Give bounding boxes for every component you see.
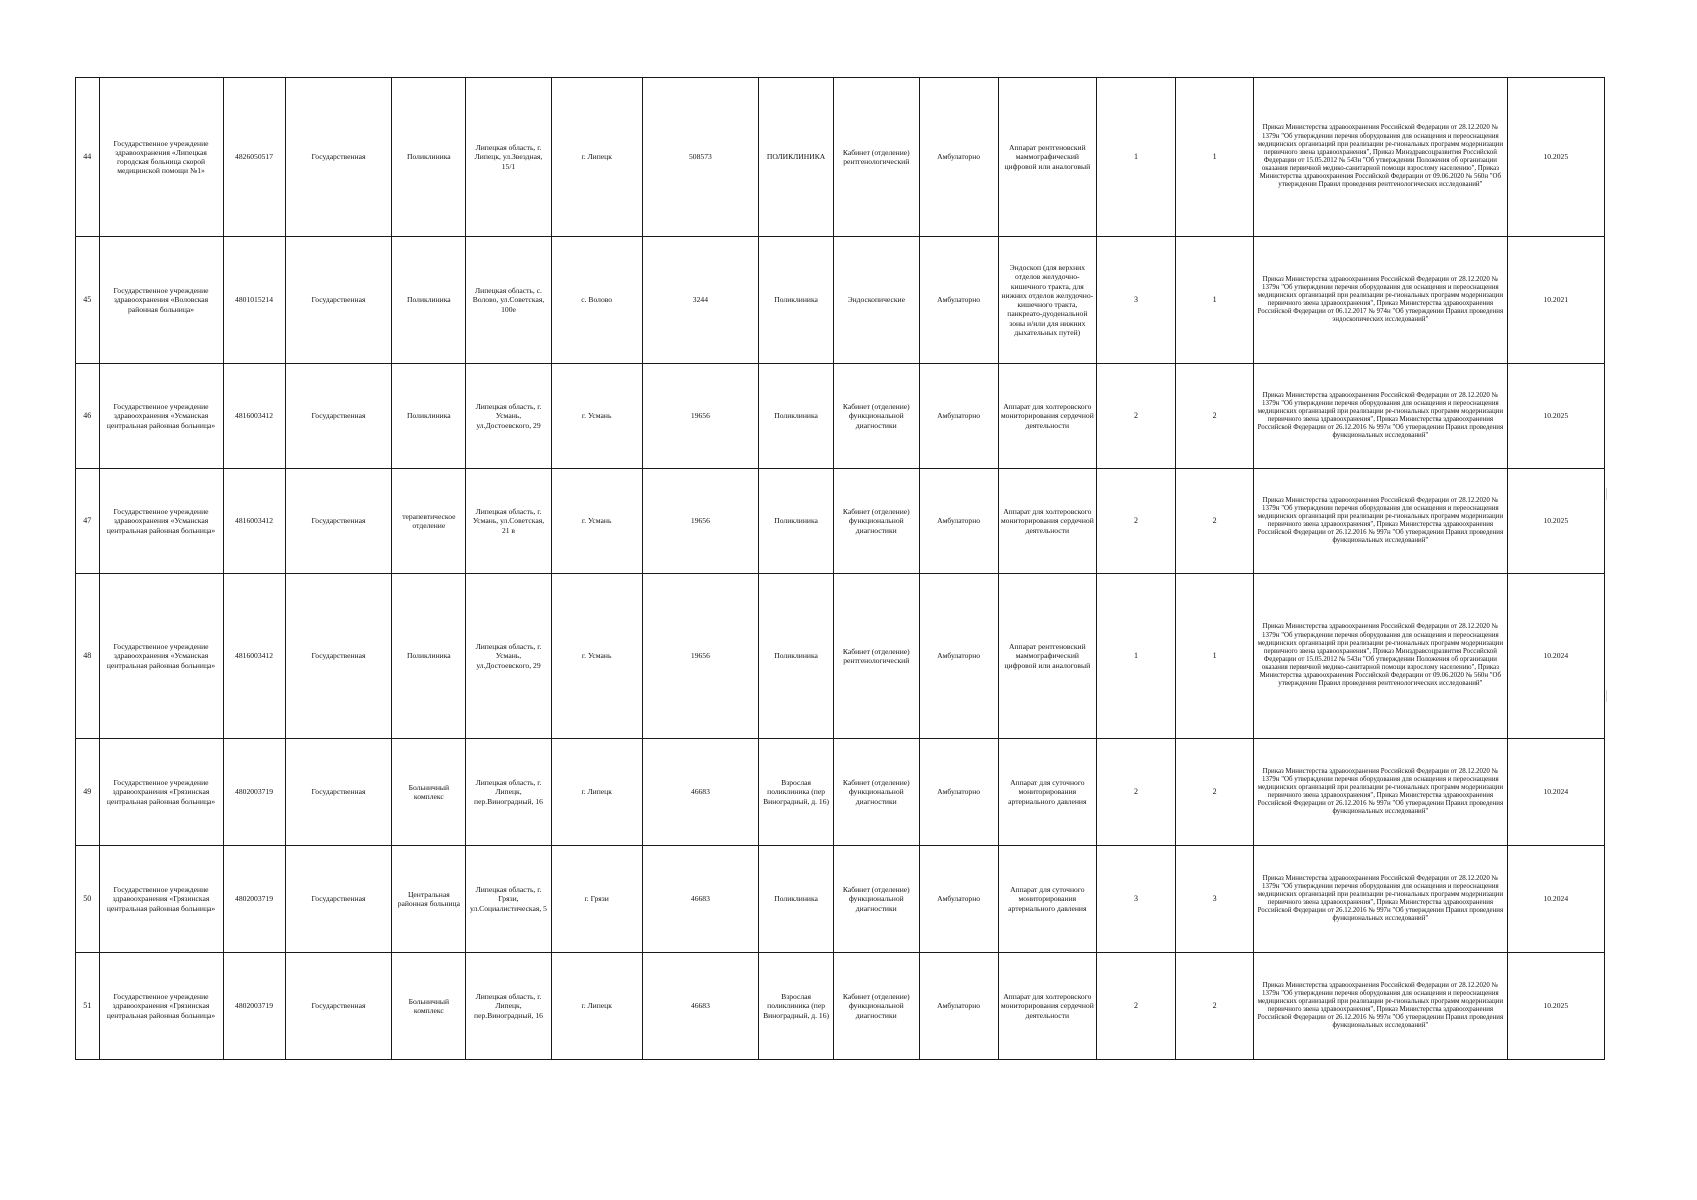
- quantity-required: 1: [1097, 574, 1176, 739]
- address: Липецкая область, г. Усмань, ул.Советская, 21 в: [466, 469, 552, 574]
- subdivision-type: Поликлиника: [392, 574, 466, 739]
- quantity-required: 3: [1097, 237, 1176, 364]
- quantity-available: 1: [1176, 574, 1254, 739]
- inn-code: 4802003719: [223, 953, 285, 1060]
- subdivision-type: терапевтическое отделение: [392, 469, 466, 574]
- replacement-date: 10.2025: [1507, 469, 1604, 574]
- settlement: г. Усмань: [551, 469, 642, 574]
- unit-name: Поликлиника: [759, 364, 834, 469]
- equipment-name: Аппарат для суточного мониторирования артериального давления: [998, 739, 1096, 846]
- equipment-name: Эндоскоп (для верхних отделов желудочно-кишечного тракта, для нижних отделов желудочно-кишечного тракта, панкреато-дуоденальной зоны и/или для нижних дыхательных путей): [998, 237, 1096, 364]
- unit-name: Поликлиника: [759, 574, 834, 739]
- inn-code: 4802003719: [223, 739, 285, 846]
- settlement: г. Липецк: [551, 953, 642, 1060]
- quantity-available: 2: [1176, 469, 1254, 574]
- scan-edge-mark: [1606, 690, 1607, 702]
- ownership-form: Государственная: [285, 846, 392, 953]
- settlement: с. Волово: [551, 237, 642, 364]
- table-row: [76, 739, 1605, 846]
- subdivision-type: Больничный комплекс: [392, 953, 466, 1060]
- quantity-required: 2: [1097, 469, 1176, 574]
- table-row: [76, 237, 1605, 364]
- organization-name: Государственное учреждение здравоохранения «Грязинская центральная районная больница»: [99, 739, 223, 846]
- office-name: Кабинет (отделение) функциональной диагностики: [834, 739, 920, 846]
- settlement: г. Грязи: [551, 846, 642, 953]
- population: 3244: [642, 237, 759, 364]
- row-number: 49: [76, 739, 100, 846]
- row-number: 48: [76, 574, 100, 739]
- equipment-name: Аппарат рентгеновский маммографический цифровой или аналоговый: [998, 78, 1096, 237]
- ownership-form: Государственная: [285, 739, 392, 846]
- office-name: Кабинет (отделение) функциональной диагностики: [834, 364, 920, 469]
- equipment-name: Аппарат для холтеровского мониторирования сердечной деятельности: [998, 364, 1096, 469]
- care-conditions: Амбулаторно: [919, 953, 998, 1060]
- settlement: г. Липецк: [551, 739, 642, 846]
- care-conditions: Амбулаторно: [919, 739, 998, 846]
- population: 46683: [642, 846, 759, 953]
- settlement: г. Усмань: [551, 364, 642, 469]
- care-conditions: Амбулаторно: [919, 78, 998, 237]
- care-conditions: Амбулаторно: [919, 846, 998, 953]
- row-number: 46: [76, 364, 100, 469]
- unit-name: Поликлиника: [759, 237, 834, 364]
- quantity-available: 1: [1176, 237, 1254, 364]
- subdivision-type: Поликлиника: [392, 364, 466, 469]
- ownership-form: Государственная: [285, 574, 392, 739]
- organization-name: Государственное учреждение здравоохранения «Липецкая городская больница скорой медицинской помощи №1»: [99, 78, 223, 237]
- subdivision-type: Поликлиника: [392, 237, 466, 364]
- organization-name: Государственное учреждение здравоохранения «Грязинская центральная районная больница»: [99, 846, 223, 953]
- quantity-required: 2: [1097, 953, 1176, 1060]
- replacement-date: 10.2025: [1507, 953, 1604, 1060]
- table-row: [76, 846, 1605, 953]
- address: Липецкая область, г. Усмань, ул.Достоевского, 29: [466, 364, 552, 469]
- regulatory-basis: Приказ Министерства здравоохранения Российской Федерации от 28.12.2020 № 1379н "Об утверждении перечня оборудования для оснащения и переоснащения медицинских организаций при реализации ре-гиональных программ модернизации первичного звена здравоохранения", Приказ Минздравсоцразвития Российской Федерации от 15.05.2012 № 543н "Об утверждении Положения об организации оказания первичной медико-санитарной помощи взрослому населению", Приказ Министерства здравоохранения Российской Федерации от 09.06.2020 № 560н "Об утверждении Правил проведения рентгенологических исследований": [1254, 78, 1507, 237]
- subdivision-type: Центральная районная больница: [392, 846, 466, 953]
- inn-code: 4816003412: [223, 364, 285, 469]
- ownership-form: Государственная: [285, 364, 392, 469]
- document-sheet: [75, 77, 1605, 1060]
- organization-name: Государственное учреждение здравоохранения «Грязинская центральная районная больница»: [99, 953, 223, 1060]
- population: 19656: [642, 364, 759, 469]
- equipment-name: Аппарат для холтеровского мониторирования сердечной деятельности: [998, 469, 1096, 574]
- quantity-available: 2: [1176, 739, 1254, 846]
- replacement-date: 10.2025: [1507, 364, 1604, 469]
- address: Липецкая область, г. Грязи, ул.Социалистическая, 5: [466, 846, 552, 953]
- row-number: 51: [76, 953, 100, 1060]
- replacement-date: 10.2024: [1507, 846, 1604, 953]
- organization-name: Государственное учреждение здравоохранения «Воловская районная больница»: [99, 237, 223, 364]
- regulatory-basis: Приказ Министерства здравоохранения Российской Федерации от 28.12.2020 № 1379н "Об утверждении перечня оборудования для оснащения и переоснащения медицинских организаций при реализации ре-гиональных программ модернизации первичного звена здравоохранения", Приказ Министерства здравоохранения Российской Федерации от 26.12.2016 № 997н "Об утверждении Правил проведения функциональных исследований": [1254, 846, 1507, 953]
- organization-name: Государственное учреждение здравоохранения «Усманская центральная районная больница»: [99, 469, 223, 574]
- row-number: 45: [76, 237, 100, 364]
- ownership-form: Государственная: [285, 237, 392, 364]
- quantity-available: 3: [1176, 846, 1254, 953]
- quantity-required: 2: [1097, 364, 1176, 469]
- ownership-form: Государственная: [285, 469, 392, 574]
- unit-name: Поликлиника: [759, 469, 834, 574]
- row-number: 50: [76, 846, 100, 953]
- address: Липецкая область, г. Липецк, ул.Звездная, 15/1: [466, 78, 552, 237]
- quantity-required: 1: [1097, 78, 1176, 237]
- row-number: 44: [76, 78, 100, 237]
- address: Липецкая область, г. Липецк, пер.Виноградный, 16: [466, 739, 552, 846]
- office-name: Кабинет (отделение) функциональной диагностики: [834, 846, 920, 953]
- organization-name: Государственное учреждение здравоохранения «Усманская центральная районная больница»: [99, 364, 223, 469]
- unit-name: Взрослая поликлиника (пер Виноградный, д. 16): [759, 953, 834, 1060]
- inn-code: 4801015214: [223, 237, 285, 364]
- row-number: 47: [76, 469, 100, 574]
- regulatory-basis: Приказ Министерства здравоохранения Российской Федерации от 28.12.2020 № 1379н "Об утверждении перечня оборудования для оснащения и переоснащения медицинских организаций при реализации ре-гиональных программ модернизации первичного звена здравоохранения", Приказ Министерства здравоохранения Российской Федерации от 26.12.2016 № 997н "Об утверждении Правил проведения функциональных исследований": [1254, 739, 1507, 846]
- equipment-name: Аппарат рентгеновский маммографический цифровой или аналоговый: [998, 574, 1096, 739]
- regulatory-basis: Приказ Министерства здравоохранения Российской Федерации от 28.12.2020 № 1379н "Об утверждении перечня оборудования для оснащения и переоснащения медицинских организаций при реализации ре-гиональных программ модернизации первичного звена здравоохранения", Приказ Министерства здравоохранения Российской Федерации от 06.12.2017 № 974н "Об утверждении Правил проведения эндоскопических исследований": [1254, 237, 1507, 364]
- subdivision-type: Поликлиника: [392, 78, 466, 237]
- table-row: [76, 953, 1605, 1060]
- population: 19656: [642, 469, 759, 574]
- population: 19656: [642, 574, 759, 739]
- settlement: г. Усмань: [551, 574, 642, 739]
- replacement-date: 10.2024: [1507, 574, 1604, 739]
- care-conditions: Амбулаторно: [919, 237, 998, 364]
- settlement: г. Липецк: [551, 78, 642, 237]
- table-row: [76, 364, 1605, 469]
- inn-code: 4816003412: [223, 574, 285, 739]
- regulatory-basis: Приказ Министерства здравоохранения Российской Федерации от 28.12.2020 № 1379н "Об утверждении перечня оборудования для оснащения и переоснащения медицинских организаций при реализации ре-гиональных программ модернизации первичного звена здравоохранения", Приказ Министерства здравоохранения Российской Федерации от 26.12.2016 № 997н "Об утверждении Правил проведения функциональных исследований": [1254, 469, 1507, 574]
- care-conditions: Амбулаторно: [919, 469, 998, 574]
- care-conditions: Амбулаторно: [919, 364, 998, 469]
- inn-code: 4802003719: [223, 846, 285, 953]
- address: Липецкая область, г. Липецк, пер.Виноградный, 16: [466, 953, 552, 1060]
- equipment-register-table: [75, 77, 1605, 1060]
- address: Липецкая область, с. Волово, ул.Советская, 100е: [466, 237, 552, 364]
- inn-code: 4826050517: [223, 78, 285, 237]
- scan-edge-mark: [1606, 488, 1607, 500]
- regulatory-basis: Приказ Министерства здравоохранения Российской Федерации от 28.12.2020 № 1379н "Об утверждении перечня оборудования для оснащения и переоснащения медицинских организаций при реализации ре-гиональных программ модернизации первичного звена здравоохранения", Приказ Министерства здравоохранения Российской Федерации от 26.12.2016 № 997н "Об утверждении Правил проведения функциональных исследований": [1254, 364, 1507, 469]
- population: 508573: [642, 78, 759, 237]
- population: 46683: [642, 953, 759, 1060]
- quantity-available: 2: [1176, 364, 1254, 469]
- quantity-available: 2: [1176, 953, 1254, 1060]
- quantity-required: 2: [1097, 739, 1176, 846]
- table-row: [76, 78, 1605, 237]
- replacement-date: 10.2024: [1507, 739, 1604, 846]
- regulatory-basis: Приказ Министерства здравоохранения Российской Федерации от 28.12.2020 № 1379н "Об утверждении перечня оборудования для оснащения и переоснащения медицинских организаций при реализации ре-гиональных программ модернизации первичного звена здравоохранения", Приказ Минздравсоцразвития Российской Федерации от 15.05.2012 № 543н "Об утверждении Положения об организации оказания первичной медико-санитарной помощи взрослому населению", Приказ Министерства здравоохранения Российской Федерации от 09.06.2020 № 560н "Об утверждении Правил проведения рентгенологических исследований": [1254, 574, 1507, 739]
- replacement-date: 10.2021: [1507, 237, 1604, 364]
- office-name: Кабинет (отделение) рентгенологический: [834, 78, 920, 237]
- equipment-name: Аппарат для холтеровского мониторирования сердечной деятельности: [998, 953, 1096, 1060]
- subdivision-type: Больничный комплекс: [392, 739, 466, 846]
- replacement-date: 10.2025: [1507, 78, 1604, 237]
- unit-name: Взрослая поликлиника (пер Виноградный, д. 16): [759, 739, 834, 846]
- unit-name: Поликлиника: [759, 846, 834, 953]
- address: Липецкая область, г. Усмань, ул.Достоевского, 29: [466, 574, 552, 739]
- table-body: [76, 78, 1605, 1060]
- unit-name: ПОЛИКЛИНИКА: [759, 78, 834, 237]
- population: 46683: [642, 739, 759, 846]
- equipment-name: Аппарат для суточного мониторирования артериального давления: [998, 846, 1096, 953]
- ownership-form: Государственная: [285, 953, 392, 1060]
- inn-code: 4816003412: [223, 469, 285, 574]
- ownership-form: Государственная: [285, 78, 392, 237]
- care-conditions: Амбулаторно: [919, 574, 998, 739]
- table-row: [76, 574, 1605, 739]
- organization-name: Государственное учреждение здравоохранения «Усманская центральная районная больница»: [99, 574, 223, 739]
- office-name: Эндоскопические: [834, 237, 920, 364]
- office-name: Кабинет (отделение) рентгенологический: [834, 574, 920, 739]
- table-row: [76, 469, 1605, 574]
- regulatory-basis: Приказ Министерства здравоохранения Российской Федерации от 28.12.2020 № 1379н "Об утверждении перечня оборудования для оснащения и переоснащения медицинских организаций при реализации ре-гиональных программ модернизации первичного звена здравоохранения", Приказ Министерства здравоохранения Российской Федерации от 26.12.2016 № 997н "Об утверждении Правил проведения функциональных исследований": [1254, 953, 1507, 1060]
- office-name: Кабинет (отделение) функциональной диагностики: [834, 469, 920, 574]
- quantity-available: 1: [1176, 78, 1254, 237]
- office-name: Кабинет (отделение) функциональной диагностики: [834, 953, 920, 1060]
- quantity-required: 3: [1097, 846, 1176, 953]
